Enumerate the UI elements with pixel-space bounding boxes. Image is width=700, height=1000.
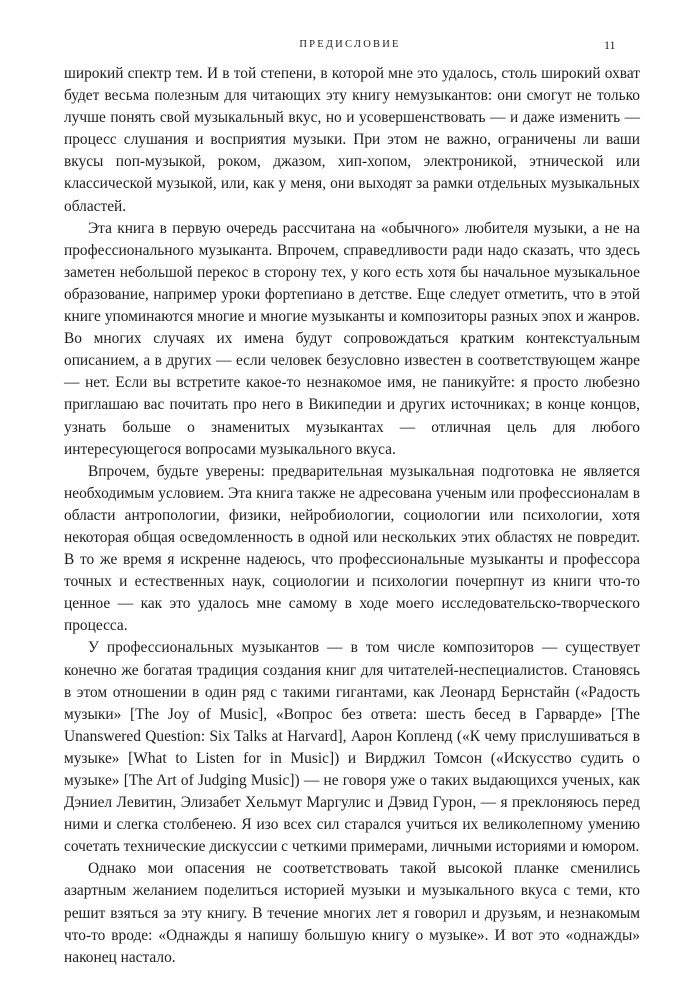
body-text: [64, 63, 640, 969]
running-head: [0, 38, 700, 58]
page-number: 11: [604, 38, 616, 52]
paragraph-1: широкий спектр тем. И в той степени, в которой мне это удалось, столь широкий охват будет весьма полезным для читающих эту книгу немузыкантов: они смогут не только лучше понять свой музыкальный вкус, но и усовершенствовать — и даже изменить — процесс слушания и восприятия музыки. При этом не важно, ограничены ли ваши вкусы поп-музыкой, роком, джазом, хип-хопом, электроникой, этнической или классической музыкой, или, как у меня, они выходят за рамки отдельных музыкальных областей.: [64, 65, 640, 215]
paragraph-2: Эта книга в первую очередь рассчитана на «обычного» любителя музыки, а не на профессионального музыканта. Впрочем, справедливости ради надо сказать, что здесь заметен небольшой перекос в сторону тех, у кого есть хотя бы начальное музыкальное образование, например уроки фортепиано в детстве. Еще следует отметить, что в этой книге упоминаются многие и многие музыканты и композиторы разных эпох и жанров. Во многих случаях их имена будут сопровождаться кратким контекстуальным описанием, а в других — если человек безусловно известен в соответствующем жанре — нет. Если вы встретите какое-то незнакомое имя, не паникуйте: я просто любезно приглашаю вас почитать про него в Википедии и других источниках; в конце концов, узнать больше о знаменитых музыкантах — отличная цель для любого интересующегося вопросами музыкального вкуса.: [64, 219, 640, 458]
paragraph-5: Однако мои опасения не соответствовать такой высокой планке сменились азартным желанием поделиться историей музыки и музыкального вкуса с теми, кто решит взяться за эту книгу. В течение многих лет я говорил и друзьям, и незнакомым что-то вроде: «Однажды я напишу большую книгу о музыке». И вот это «однажды» наконец настало.: [64, 860, 640, 966]
paragraph-3: Впрочем, будьте уверены: предварительная музыкальная подготовка не является необходимым условием. Эта книга также не адресована ученым или профессионалам в области антропологии, физики, нейробиологии, социологии или психологии, хотя некоторая общая осведомленность в одной или нескольких этих областях не повредит. В то же время я искренне надеюсь, что профессиональные музыканты и профессора точных и естественных наук, социологии и психологии почерпнут из книги что-то ценное — как это удалось мне самому в ходе моего исследовательско-творческого процесса.: [64, 462, 640, 635]
paragraph-4: У профессиональных музыкантов — в том числе композиторов — существует конечно же богатая традиция создания книг для читателей-неспециалистов. Становясь в этом отношении в один ряд с такими гигантами, как Леонард Бернстайн («Радость музыки» [The Joy of Music], «Вопрос без ответа: шесть бесед в Гарварде» [The Unanswered Question: Six Talks at Harvard], Аарон Копленд («К чему прислушиваться в музыке» [What to Listen for in Music]) и Вирджил Томсон («Искусство судить о музыке» [The Art of Judging Music]) — не говоря уже о таких выдающихся ученых, как Дэниел Левитин, Элизабет Хельмут Маргулис и Дэвид Гурон, — я преклоняюсь перед ними и слегка столбенею. Я изо всех сил старался учиться их великолепному умению сочетать технические дискуссии с четкими примерами, личными историями и юмором.: [64, 639, 640, 856]
running-title: ПРЕДИСЛОВИЕ: [299, 39, 401, 50]
